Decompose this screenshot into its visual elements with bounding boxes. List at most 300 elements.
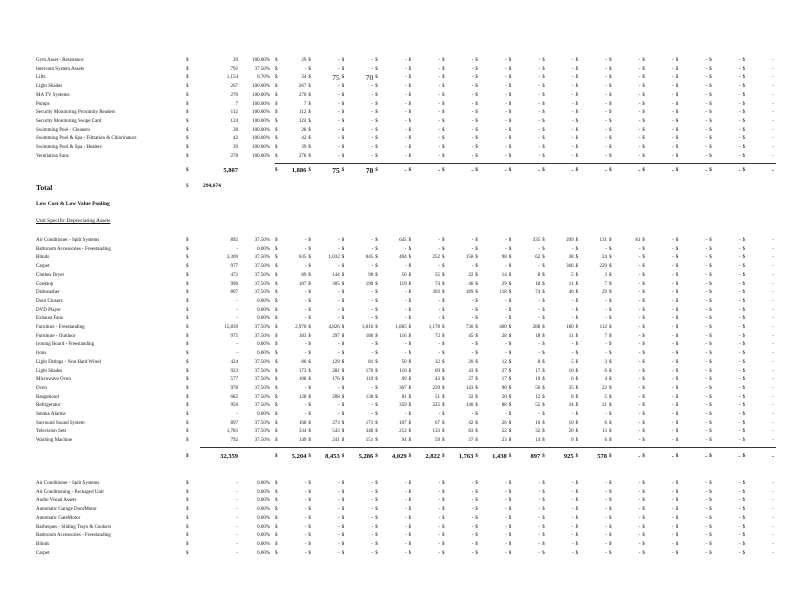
year-value-1: 635 bbox=[298, 255, 307, 261]
year-value-9: - bbox=[571, 351, 574, 357]
year-value-4: - bbox=[404, 412, 407, 417]
year-value-4: 81 bbox=[401, 394, 407, 400]
year-value-4: 212 bbox=[399, 429, 407, 435]
cost-dollar-sign: $ bbox=[186, 298, 189, 304]
year-dollar-sign: $ bbox=[442, 136, 445, 142]
year-dollar-sign: $ bbox=[742, 316, 746, 322]
year-dollar-sign: $ bbox=[308, 264, 311, 270]
year-dollar-sign: $ bbox=[308, 101, 311, 107]
year-value-15: - bbox=[772, 368, 774, 374]
row-label: Security Monitoring Proximity Readers bbox=[36, 110, 116, 116]
year-value-3: - bbox=[371, 515, 374, 521]
year-value-6: - bbox=[471, 101, 474, 107]
year-dollar-sign: $ bbox=[308, 281, 311, 287]
year-dollar-sign: $ bbox=[408, 58, 412, 63]
year-dollar-sign: $ bbox=[542, 307, 545, 313]
year-dollar-sign: $ bbox=[508, 290, 512, 296]
year-dollar-sign: $ bbox=[442, 127, 445, 133]
rate-value: 37.50% bbox=[254, 238, 270, 243]
year-dollar-sign: $ bbox=[709, 550, 712, 556]
year-value-6: - bbox=[471, 145, 474, 150]
year-value-13: - bbox=[705, 255, 708, 261]
row-label: Light Fittings - Non Hard Wired bbox=[36, 359, 101, 365]
year-value-1: - bbox=[304, 541, 307, 547]
year-dollar-sign: $ bbox=[308, 498, 311, 504]
year-value-8: 335 bbox=[532, 238, 541, 243]
year-dollar-sign: $ bbox=[408, 420, 412, 426]
year-value-14: - bbox=[738, 515, 741, 521]
year-value-2: 241 bbox=[332, 438, 340, 444]
year-dollar-sign: $ bbox=[341, 118, 345, 124]
year-value-8: - bbox=[538, 136, 541, 142]
year-dollar-sign: $ bbox=[341, 498, 345, 504]
table-row bbox=[0, 271, 800, 280]
year-value-1: 270 bbox=[298, 92, 307, 98]
year-dollar-sign: $ bbox=[609, 489, 612, 495]
year-dollar-sign: $ bbox=[308, 307, 311, 313]
year-dollar-sign: $ bbox=[408, 377, 412, 383]
year-dollar-sign: $ bbox=[609, 342, 612, 348]
year-dollar-sign: $ bbox=[408, 101, 412, 107]
year-dollar-sign: $ bbox=[408, 290, 412, 296]
year-value-15: - bbox=[772, 58, 774, 63]
year-value-15: - bbox=[772, 290, 774, 296]
year-dollar-sign: $ bbox=[542, 481, 545, 486]
year-dollar-sign: $ bbox=[575, 507, 579, 513]
year-value-7: 12 bbox=[501, 359, 507, 365]
year-value-11: - bbox=[638, 290, 641, 296]
year-dollar-sign: $ bbox=[475, 168, 478, 173]
year-dollar-sign: $ bbox=[475, 454, 478, 459]
year-value-1: 7 bbox=[303, 101, 307, 107]
year-dollar-sign: $ bbox=[609, 316, 612, 322]
year-dollar-sign: $ bbox=[709, 118, 712, 124]
year-dollar-sign: $ bbox=[508, 524, 512, 530]
year-dollar-sign: $ bbox=[408, 351, 412, 357]
year-value-10: - bbox=[605, 58, 607, 63]
year-dollar-sign: $ bbox=[742, 489, 746, 495]
year-dollar-sign: $ bbox=[675, 351, 679, 357]
cost-dollar-sign: $ bbox=[186, 101, 189, 107]
year-dollar-sign: $ bbox=[675, 377, 679, 383]
year-value-3: - bbox=[371, 351, 374, 357]
year-dollar-sign: $ bbox=[275, 101, 278, 107]
year-dollar-sign: $ bbox=[475, 307, 478, 313]
year-dollar-sign: $ bbox=[341, 272, 345, 278]
year-dollar-sign: $ bbox=[341, 255, 345, 261]
year-dollar-sign: $ bbox=[408, 264, 412, 270]
year-value-9: - bbox=[571, 58, 574, 63]
year-value-10: - bbox=[605, 342, 607, 348]
year-value-9: 925 bbox=[563, 453, 574, 460]
year-dollar-sign: $ bbox=[275, 412, 278, 417]
year-value-10: - bbox=[605, 541, 607, 547]
year-value-7: - bbox=[505, 533, 507, 539]
year-value-5: - bbox=[438, 136, 440, 142]
year-dollar-sign: $ bbox=[675, 489, 679, 495]
year-value-4: 359 bbox=[399, 403, 407, 409]
year-dollar-sign: $ bbox=[475, 377, 478, 383]
year-dollar-sign: $ bbox=[642, 92, 645, 98]
year-value-14: - bbox=[738, 368, 741, 374]
year-dollar-sign: $ bbox=[709, 316, 712, 322]
year-dollar-sign: $ bbox=[642, 515, 645, 521]
year-dollar-sign: $ bbox=[275, 118, 278, 124]
year-dollar-sign: $ bbox=[742, 438, 746, 444]
year-dollar-sign: $ bbox=[375, 507, 378, 513]
year-dollar-sign: $ bbox=[642, 101, 645, 107]
cost-value: 7 bbox=[235, 101, 238, 107]
year-value-9: - bbox=[571, 298, 574, 304]
year-dollar-sign: $ bbox=[375, 489, 378, 495]
year-value-3: - bbox=[371, 145, 374, 150]
year-dollar-sign: $ bbox=[742, 118, 746, 124]
year-dollar-sign: $ bbox=[675, 438, 679, 444]
rate-value: 0.00% bbox=[257, 246, 270, 252]
year-dollar-sign: $ bbox=[675, 127, 679, 133]
year-dollar-sign: $ bbox=[742, 385, 746, 391]
year-dollar-sign: $ bbox=[642, 541, 645, 547]
year-value-8: 32 bbox=[535, 429, 541, 435]
year-dollar-sign: $ bbox=[675, 101, 679, 107]
year-value-7: - bbox=[505, 541, 507, 547]
cost-value: 32,359 bbox=[220, 453, 238, 460]
year-value-15: - bbox=[772, 272, 774, 278]
year-value-10: - bbox=[605, 307, 607, 313]
year-dollar-sign: $ bbox=[609, 541, 612, 547]
year-value-12: - bbox=[672, 489, 674, 495]
year-dollar-sign: $ bbox=[508, 385, 512, 391]
year-dollar-sign: $ bbox=[475, 351, 478, 357]
year-dollar-sign: $ bbox=[742, 290, 746, 296]
year-value-12: - bbox=[672, 325, 674, 330]
cost-dollar-sign: $ bbox=[186, 489, 189, 495]
year-dollar-sign: $ bbox=[642, 75, 645, 81]
year-dollar-sign: $ bbox=[642, 454, 645, 459]
year-dollar-sign: $ bbox=[341, 481, 345, 486]
year-dollar-sign: $ bbox=[442, 438, 445, 444]
year-value-10: - bbox=[605, 481, 607, 486]
year-value-15: - bbox=[772, 307, 774, 313]
year-value-8: - bbox=[538, 118, 541, 124]
year-value-8: 55 bbox=[535, 403, 541, 409]
year-dollar-sign: $ bbox=[341, 298, 345, 304]
year-dollar-sign: $ bbox=[442, 454, 445, 459]
year-value-15: - bbox=[772, 75, 774, 81]
year-dollar-sign: $ bbox=[408, 489, 412, 495]
year-value-15: - bbox=[772, 316, 774, 322]
year-dollar-sign: $ bbox=[642, 394, 645, 400]
row-label: Intercom System Assets bbox=[36, 66, 85, 72]
year-dollar-sign: $ bbox=[508, 412, 512, 417]
year-dollar-sign: $ bbox=[408, 255, 412, 261]
year-value-10: 3 bbox=[604, 272, 607, 278]
year-dollar-sign: $ bbox=[675, 281, 679, 287]
year-value-5: 74 bbox=[434, 281, 440, 287]
sub-heading: Unit Specific Depreciating Assets bbox=[36, 218, 111, 224]
year-value-12: - bbox=[672, 351, 674, 357]
year-dollar-sign: $ bbox=[408, 481, 412, 486]
year-value-3: 70 bbox=[365, 166, 374, 175]
year-dollar-sign: $ bbox=[642, 145, 645, 150]
cost-value: 996 bbox=[230, 281, 238, 287]
year-value-6: 83 bbox=[468, 429, 474, 435]
year-value-2: 273 bbox=[332, 420, 340, 426]
year-dollar-sign: $ bbox=[308, 84, 311, 90]
year-dollar-sign: $ bbox=[308, 290, 311, 296]
year-value-7: 118 bbox=[499, 290, 507, 296]
year-dollar-sign: $ bbox=[442, 58, 445, 63]
year-value-3: - bbox=[371, 385, 374, 391]
year-value-12: - bbox=[672, 515, 674, 521]
total-label: Total bbox=[36, 183, 53, 192]
year-dollar-sign: $ bbox=[341, 342, 345, 348]
year-dollar-sign: $ bbox=[709, 84, 712, 90]
year-value-10: - bbox=[605, 498, 607, 504]
year-dollar-sign: $ bbox=[508, 272, 512, 278]
year-dollar-sign: $ bbox=[742, 359, 746, 365]
year-dollar-sign: $ bbox=[508, 307, 512, 313]
year-dollar-sign: $ bbox=[542, 316, 545, 322]
year-value-10: 21 bbox=[601, 403, 607, 409]
rate-value: 0.00% bbox=[257, 481, 270, 486]
year-value-8: - bbox=[538, 498, 541, 504]
year-value-9: - bbox=[571, 481, 574, 486]
table-row bbox=[0, 496, 800, 505]
year-value-12: - bbox=[672, 507, 674, 513]
year-dollar-sign: $ bbox=[408, 524, 412, 530]
year-value-7: - bbox=[505, 316, 507, 322]
year-dollar-sign: $ bbox=[341, 307, 345, 313]
year-value-7: 26 bbox=[501, 420, 507, 426]
year-dollar-sign: $ bbox=[308, 359, 311, 365]
rate-value: 0.00% bbox=[257, 298, 270, 304]
year-dollar-sign: $ bbox=[642, 281, 645, 287]
year-dollar-sign: $ bbox=[542, 359, 545, 365]
year-dollar-sign: $ bbox=[642, 272, 645, 278]
table-row bbox=[0, 332, 800, 341]
cost-dollar-sign: $ bbox=[186, 75, 189, 81]
year-value-9: 35 bbox=[568, 385, 574, 391]
year-value-13: - bbox=[705, 385, 708, 391]
year-dollar-sign: $ bbox=[475, 316, 478, 322]
year-dollar-sign: $ bbox=[442, 290, 445, 296]
year-dollar-sign: $ bbox=[609, 359, 612, 365]
row-label: Swimming Pool & Spa - Heaters bbox=[36, 145, 102, 150]
year-value-4: - bbox=[404, 167, 407, 174]
year-dollar-sign: $ bbox=[308, 118, 311, 124]
year-dollar-sign: $ bbox=[508, 342, 512, 348]
year-value-3: 130 bbox=[365, 394, 374, 400]
year-dollar-sign: $ bbox=[642, 325, 645, 330]
year-dollar-sign: $ bbox=[642, 429, 645, 435]
year-dollar-sign: $ bbox=[508, 351, 512, 357]
year-dollar-sign: $ bbox=[308, 333, 311, 339]
year-dollar-sign: $ bbox=[609, 246, 612, 252]
cost-value: 897 bbox=[230, 420, 238, 426]
year-dollar-sign: $ bbox=[508, 394, 512, 400]
year-value-1: 128 bbox=[298, 394, 307, 400]
year-value-8: - bbox=[538, 541, 541, 547]
table-row bbox=[0, 245, 800, 254]
year-value-9: 20 bbox=[568, 429, 574, 435]
year-value-14: - bbox=[738, 333, 741, 339]
year-dollar-sign: $ bbox=[308, 412, 311, 417]
year-value-2: - bbox=[338, 533, 340, 539]
year-dollar-sign: $ bbox=[709, 481, 712, 486]
year-dollar-sign: $ bbox=[675, 481, 679, 486]
year-dollar-sign: $ bbox=[408, 118, 412, 124]
year-dollar-sign: $ bbox=[341, 438, 345, 444]
year-value-6: - bbox=[471, 541, 474, 547]
year-dollar-sign: $ bbox=[375, 58, 378, 63]
year-value-11: - bbox=[638, 307, 641, 313]
year-dollar-sign: $ bbox=[575, 92, 579, 98]
year-dollar-sign: $ bbox=[508, 110, 512, 116]
year-dollar-sign: $ bbox=[275, 507, 278, 513]
year-value-10: - bbox=[605, 136, 607, 142]
year-value-11: - bbox=[638, 255, 641, 261]
year-dollar-sign: $ bbox=[375, 351, 378, 357]
year-dollar-sign: $ bbox=[709, 58, 712, 63]
year-dollar-sign: $ bbox=[642, 524, 645, 530]
year-dollar-sign: $ bbox=[642, 385, 645, 391]
year-dollar-sign: $ bbox=[508, 403, 512, 409]
year-value-6: - bbox=[471, 66, 474, 72]
year-value-11: - bbox=[638, 136, 641, 142]
year-value-5: - bbox=[438, 264, 440, 270]
year-value-2: - bbox=[338, 264, 340, 270]
year-value-13: - bbox=[705, 342, 708, 348]
year-dollar-sign: $ bbox=[308, 136, 311, 142]
table-row bbox=[0, 82, 800, 91]
year-value-9: 9 bbox=[571, 438, 574, 444]
cost-value: 424 bbox=[230, 359, 238, 365]
year-value-3: - bbox=[371, 127, 374, 133]
year-dollar-sign: $ bbox=[575, 481, 579, 486]
year-dollar-sign: $ bbox=[575, 438, 579, 444]
year-value-5: - bbox=[438, 66, 440, 72]
year-dollar-sign: $ bbox=[375, 541, 378, 547]
year-dollar-sign: $ bbox=[275, 272, 278, 278]
year-value-13: - bbox=[705, 92, 708, 98]
year-dollar-sign: $ bbox=[275, 110, 278, 116]
year-value-6: - bbox=[471, 316, 474, 322]
year-value-5: - bbox=[438, 507, 440, 513]
year-value-15: - bbox=[772, 429, 774, 435]
year-dollar-sign: $ bbox=[375, 438, 378, 444]
year-dollar-sign: $ bbox=[475, 524, 478, 530]
cost-value: - bbox=[236, 412, 238, 417]
year-dollar-sign: $ bbox=[575, 118, 579, 124]
total-value: 294,674 bbox=[203, 183, 221, 189]
year-value-10: 3 bbox=[604, 359, 607, 365]
year-value-8: 12 bbox=[535, 394, 541, 400]
year-dollar-sign: $ bbox=[475, 246, 478, 252]
year-dollar-sign: $ bbox=[508, 66, 512, 72]
year-value-2: - bbox=[338, 127, 340, 133]
year-value-4: 404 bbox=[399, 255, 407, 261]
year-dollar-sign: $ bbox=[375, 290, 378, 296]
year-value-15: - bbox=[772, 333, 774, 339]
cost-dollar-sign: $ bbox=[186, 307, 189, 313]
year-value-11: - bbox=[638, 118, 641, 124]
year-value-11: - bbox=[638, 298, 641, 304]
year-dollar-sign: $ bbox=[308, 168, 311, 173]
year-value-9: 8 bbox=[571, 394, 574, 400]
year-value-14: - bbox=[738, 377, 741, 383]
year-dollar-sign: $ bbox=[275, 489, 278, 495]
year-value-5: - bbox=[438, 550, 440, 556]
year-value-5: - bbox=[438, 342, 440, 348]
year-dollar-sign: $ bbox=[341, 84, 345, 90]
rate-value: 100.00% bbox=[252, 110, 270, 116]
year-value-5: - bbox=[438, 412, 440, 417]
year-dollar-sign: $ bbox=[275, 84, 278, 90]
year-dollar-sign: $ bbox=[308, 515, 311, 521]
year-value-14: - bbox=[738, 127, 741, 133]
year-value-5: 2,822 bbox=[425, 453, 440, 460]
year-dollar-sign: $ bbox=[275, 145, 278, 150]
year-value-2: - bbox=[338, 524, 340, 530]
year-dollar-sign: $ bbox=[709, 351, 712, 357]
year-dollar-sign: $ bbox=[609, 255, 612, 261]
year-value-10: - bbox=[605, 246, 607, 252]
subtotal-rule bbox=[275, 163, 776, 164]
year-value-1: - bbox=[304, 524, 307, 530]
year-value-8: - bbox=[538, 92, 541, 98]
row-label: Clothes Dryer bbox=[36, 272, 65, 278]
year-dollar-sign: $ bbox=[575, 246, 579, 252]
year-dollar-sign: $ bbox=[642, 489, 645, 495]
year-value-9: - bbox=[571, 75, 574, 81]
year-value-9: - bbox=[571, 533, 574, 539]
year-value-5: - bbox=[438, 489, 440, 495]
year-value-8: - bbox=[538, 101, 541, 107]
year-dollar-sign: $ bbox=[341, 238, 345, 243]
year-dollar-sign: $ bbox=[375, 394, 378, 400]
year-dollar-sign: $ bbox=[375, 515, 378, 521]
year-value-6: 143 bbox=[465, 385, 474, 391]
year-value-15: - bbox=[772, 489, 774, 495]
year-dollar-sign: $ bbox=[542, 290, 545, 296]
year-value-1: 80 bbox=[301, 359, 307, 365]
year-dollar-sign: $ bbox=[675, 359, 679, 365]
year-value-1: 108 bbox=[298, 377, 307, 383]
year-dollar-sign: $ bbox=[508, 101, 512, 107]
year-value-10: - bbox=[605, 412, 607, 417]
year-dollar-sign: $ bbox=[408, 110, 412, 116]
cost-dollar-sign: $ bbox=[186, 238, 189, 243]
year-dollar-sign: $ bbox=[341, 351, 345, 357]
year-value-15: - bbox=[772, 92, 774, 98]
year-dollar-sign: $ bbox=[675, 66, 679, 72]
year-value-14: - bbox=[738, 145, 741, 150]
year-value-7: - bbox=[505, 127, 507, 133]
year-value-11: - bbox=[638, 316, 641, 322]
year-value-5: 229 bbox=[432, 385, 440, 391]
row-label: Audio Visual Assets bbox=[36, 498, 77, 504]
year-value-15: - bbox=[772, 481, 774, 486]
year-value-6: - bbox=[471, 507, 474, 513]
cost-dollar-sign: $ bbox=[186, 58, 189, 63]
cost-value: - bbox=[236, 246, 238, 252]
cost-value: 42 bbox=[233, 136, 238, 142]
year-value-14: - bbox=[738, 167, 741, 174]
year-dollar-sign: $ bbox=[675, 507, 679, 513]
year-dollar-sign: $ bbox=[442, 429, 445, 435]
year-value-13: - bbox=[705, 359, 708, 365]
